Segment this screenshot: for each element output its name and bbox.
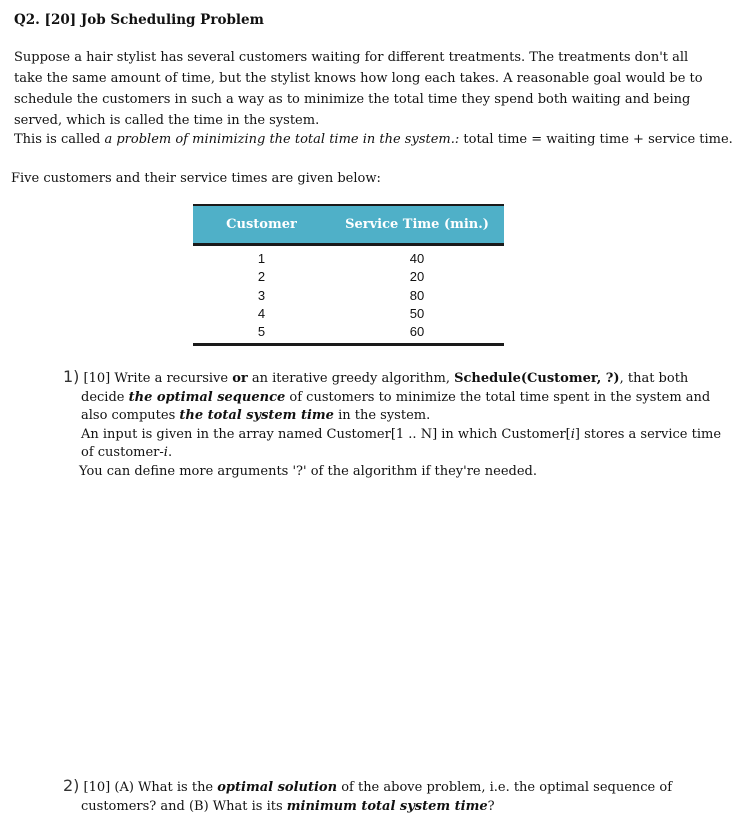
q1-index-i: i (570, 426, 575, 442)
cell-customer: 4 (257, 306, 266, 322)
q1-optimal-sequence: the optimal sequence (128, 389, 286, 405)
intro-line: take the same amount of time, but the stylist knows how long each takes. A reasonable goal would be to (14, 71, 703, 86)
header-customer: Customer (193, 205, 330, 245)
question-heading: Q2. [20] Job Scheduling Problem (14, 12, 264, 28)
q2-minimum-total-system-time: minimum total system time (286, 798, 488, 814)
q2-line-2 (63, 798, 733, 817)
intro-line: schedule the customers in such a way as to minimize the total time they spend both waiting and being (14, 92, 691, 107)
header-service-time: Service Time (min.) (330, 205, 504, 245)
q2-line-1 (63, 777, 733, 798)
intro-paragraph (14, 47, 733, 150)
intro-line: served, which is called the time in the system. (14, 113, 320, 128)
cell-time: 60 (330, 323, 504, 345)
q1-line-5 (63, 444, 733, 463)
intro-line: Suppose a hair stylist has several customers waiting for different treatments. The treatments don't all (14, 50, 689, 65)
cell-time: 40 (409, 251, 425, 267)
q1-text: , that both (619, 371, 689, 386)
q2-text: customers? and (B) What is its (81, 798, 287, 814)
table-row (193, 268, 504, 286)
q2-optimal-solution: optimal solution (217, 780, 338, 795)
q1-line-3 (63, 407, 733, 426)
q1-text: [10] Write a recursive (79, 371, 233, 386)
definition-prefix: This is called (14, 132, 105, 147)
q1-text: . (167, 445, 173, 461)
cell-time: 50 (409, 306, 425, 322)
q1-text: of customer- (81, 445, 164, 461)
table-header-row (193, 205, 504, 245)
question-1 (63, 368, 733, 482)
q2-text: ? (487, 798, 495, 814)
q2-text: of the above problem, i.e. the optimal sequence of (337, 780, 673, 795)
q1-text: An input is given in the array named Customer[1 .. N] in which Customer[ (81, 426, 571, 442)
q1-total-system-time: the total system time (179, 408, 334, 424)
cell-customer: 2 (257, 269, 266, 285)
q1-text: of customers to minimize the total time spent in the system and (285, 389, 711, 405)
table-row (193, 287, 504, 305)
table-row (193, 305, 504, 323)
q2-text: [10] (A) What is the (79, 780, 218, 795)
q1-line-2 (63, 389, 733, 408)
q1-line-4 (63, 426, 733, 445)
q1-text: ] stores a service time (574, 426, 722, 442)
cell-customer: 1 (257, 251, 266, 267)
q1-text: an iterative greedy algorithm, (247, 371, 455, 386)
q1-text: decide (81, 389, 129, 405)
q1-text: in the system. (333, 408, 431, 424)
table-row (193, 245, 504, 269)
q1-index-i: i (163, 445, 168, 461)
cell-customer: 3 (257, 287, 266, 303)
cell-time: 80 (409, 287, 425, 303)
intro-definition-line (14, 129, 733, 150)
q1-text: also computes (81, 408, 180, 424)
table-row (193, 323, 504, 345)
definition-italic: a problem of minimizing the total time in the system.: (104, 132, 460, 147)
q1-line-6: You can define more arguments '?' of the algorithm if they're needed. (79, 463, 537, 479)
q2-number: 2) (63, 776, 80, 795)
cell-customer: 5 (193, 323, 330, 345)
q1-or: or (232, 371, 248, 386)
q1-line-1 (63, 368, 733, 389)
q1-number: 1) (63, 367, 80, 386)
definition-formula: total time = waiting time + service time. (459, 132, 733, 147)
question-2 (63, 777, 733, 816)
q1-function-name: Schedule(Customer, ?) (454, 371, 620, 386)
table-intro: Five customers and their service times are given below: (11, 171, 381, 186)
service-time-table (193, 204, 504, 346)
cell-time: 20 (409, 269, 425, 285)
